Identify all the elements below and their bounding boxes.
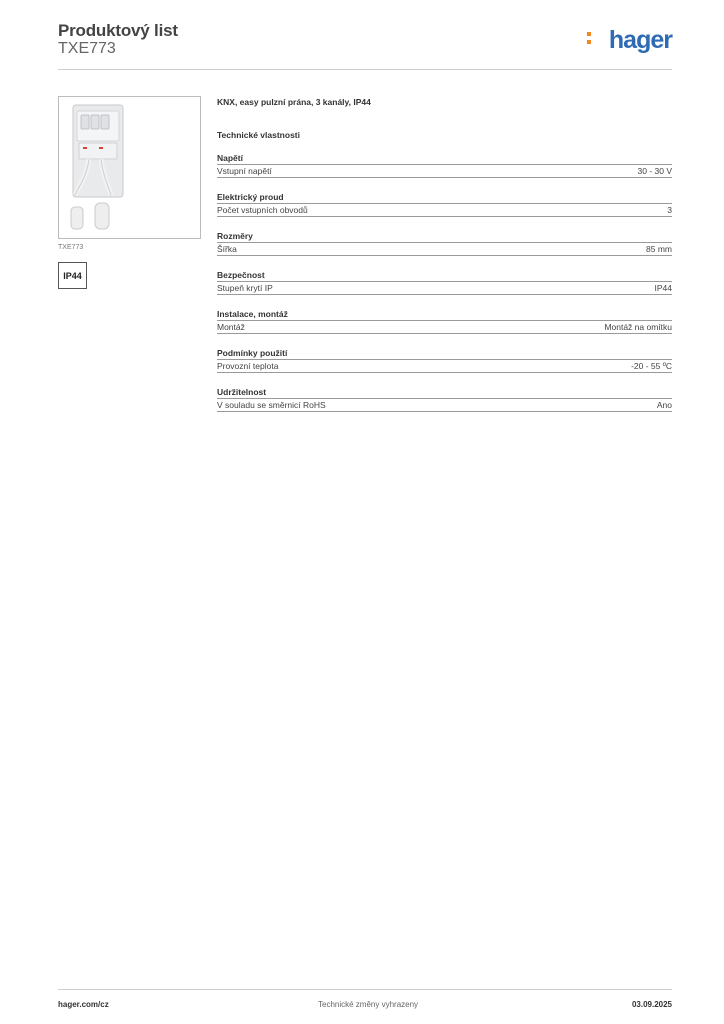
spec-group-title: Rozměry	[217, 230, 672, 243]
spec-group-title: Bezpečnost	[217, 269, 672, 282]
spec-label: Montáž	[217, 322, 245, 332]
spec-group-dimensions	[217, 230, 672, 256]
spec-label: Šířka	[217, 244, 237, 254]
document-title: Produktový list	[58, 21, 178, 40]
ip-rating-badge: IP44	[58, 262, 87, 289]
product-code: TXE773	[58, 40, 116, 57]
spec-label: Počet vstupních obvodů	[217, 205, 308, 215]
spec-group-voltage	[217, 152, 672, 178]
spec-row	[217, 282, 672, 295]
spec-label: V souladu se směrnicí RoHS	[217, 400, 326, 410]
spec-row	[217, 321, 672, 334]
spec-group-title: Udržitelnost	[217, 386, 672, 399]
knx-switch-actuator-photo-icon	[59, 97, 201, 239]
spec-row	[217, 243, 672, 256]
website-link[interactable]: hager.com/cz	[58, 1000, 109, 1009]
spec-group-sustainability	[217, 386, 672, 412]
spec-row	[217, 399, 672, 412]
specifications	[217, 97, 672, 425]
spec-group-conditions	[217, 347, 672, 373]
page-footer	[58, 989, 672, 1019]
spec-label: Vstupní napětí	[217, 166, 272, 176]
spec-value: 3	[667, 205, 672, 215]
spec-value: 85 mm	[646, 244, 672, 254]
spec-value: Ano	[656, 400, 672, 410]
spec-row	[217, 204, 672, 217]
image-caption: TXE773	[58, 244, 84, 251]
logo-dots	[587, 32, 591, 46]
spec-label: Stupeň krytí IP	[217, 283, 273, 293]
spec-value: 30 - 30 V	[637, 166, 672, 176]
spec-group-title: Podmínky použití	[217, 347, 672, 360]
footer-date: 03.09.2025	[631, 1000, 672, 1009]
spec-row	[217, 165, 672, 178]
spec-value: -20 - 55 ºC	[631, 361, 672, 371]
spec-group-title: Instalace, montáž	[217, 308, 672, 321]
section-heading: Technické vlastnosti	[217, 130, 300, 140]
page-header	[58, 20, 672, 70]
hager-logo: hager	[608, 26, 672, 54]
spec-group-safety	[217, 269, 672, 295]
spec-group-title: Napětí	[217, 152, 672, 165]
product-image	[58, 96, 201, 239]
spec-value: Montáž na omítku	[604, 322, 672, 332]
footer-note: Technické změny vyhrazeny	[318, 1000, 419, 1009]
product-description: KNX, easy pulzní prána, 3 kanály, IP44	[217, 97, 371, 107]
spec-label: Provozní teplota	[217, 361, 279, 371]
spec-group-title: Elektrický proud	[217, 191, 672, 204]
spec-row	[217, 360, 672, 373]
spec-group-installation	[217, 308, 672, 334]
spec-value: IP44	[654, 283, 672, 293]
spec-group-current	[217, 191, 672, 217]
